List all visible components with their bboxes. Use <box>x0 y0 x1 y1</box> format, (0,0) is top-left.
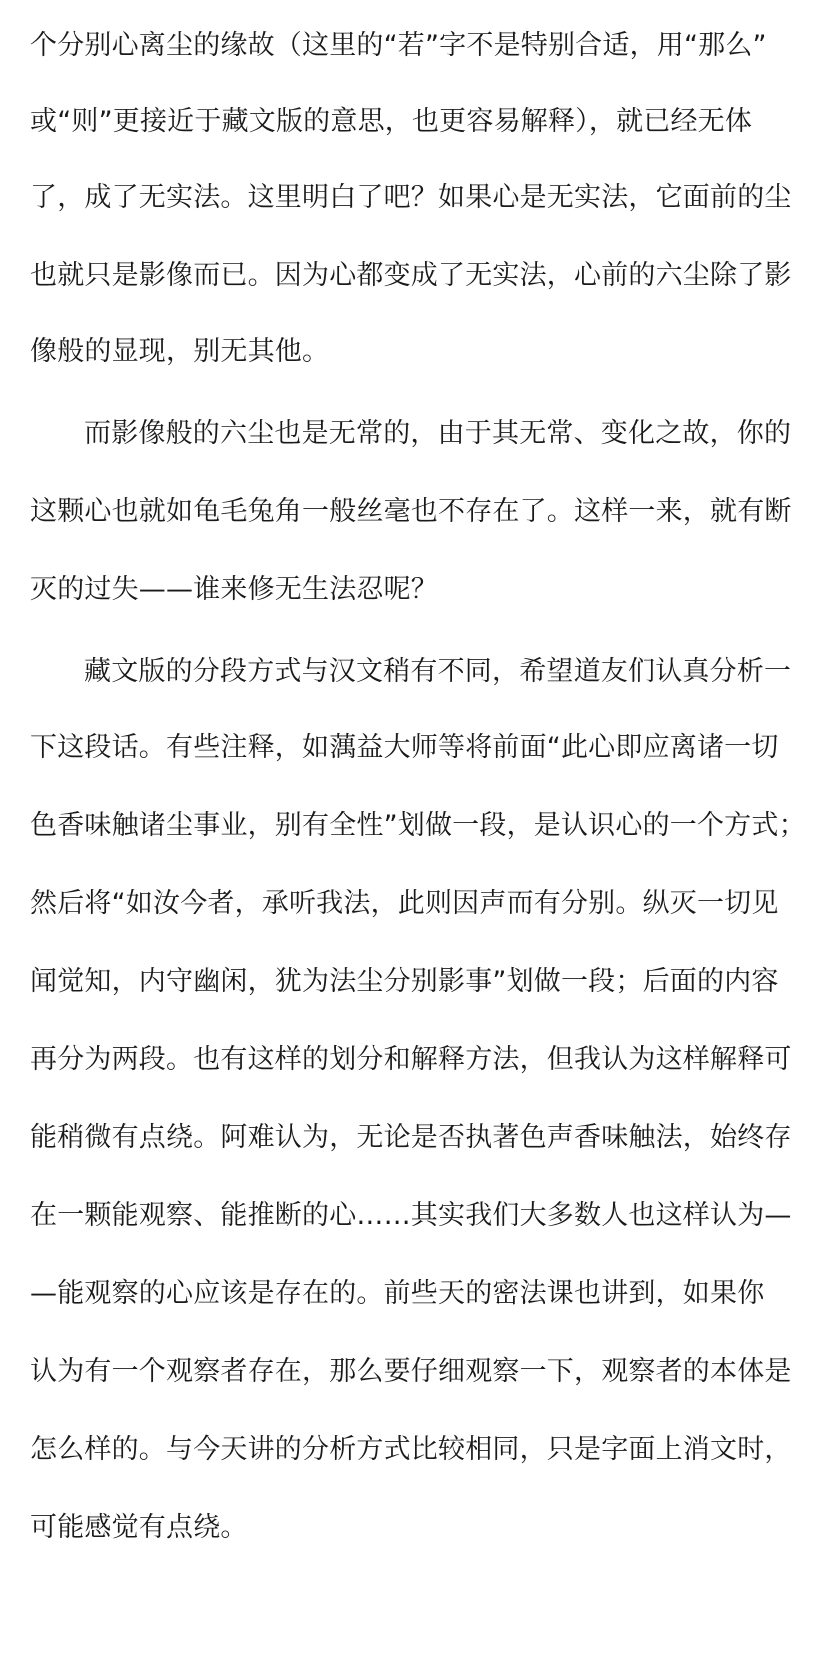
text-line: 再分为两段。也有这样的划分和解释方法，但我认为这样解释可 <box>30 1044 792 1075</box>
text-line: 能稍微有点绕。阿难认为，无论是否执著色声香味触法，始终存 <box>30 1122 792 1153</box>
text-line: 色香味触诸尘事业，别有全性”划做一段，是认识心的一个方式； <box>30 810 806 841</box>
text-line: 在一颗能观察、能推断的心……其实我们大多数人也这样认为— <box>30 1200 792 1231</box>
text-line: 或“则”更接近于藏文版的意思，也更容易解释），就已经无体 <box>30 106 753 137</box>
text-line: 灭的过失——谁来修无生法忍呢？ <box>30 574 438 605</box>
paragraph-first-line: 而影像般的六尘也是无常的，由于其无常、变化之故，你的 <box>84 418 792 449</box>
text-line: 可能感觉有点绕。 <box>30 1512 248 1543</box>
paragraph-first-line: 藏文版的分段方式与汉文稍有不同，希望道友们认真分析一 <box>84 656 792 687</box>
text-line: 像般的显现，别无其他。 <box>30 336 330 367</box>
text-line: 这颗心也就如龟毛兔角一般丝毫也不存在了。这样一来，就有断 <box>30 496 792 527</box>
text-line: 然后将“如汝今者，承听我法，此则因声而有分别。纵灭一切见 <box>30 888 779 919</box>
text-line: 怎么样的。与今天讲的分析方式比较相同，只是字面上消文时， <box>30 1434 792 1465</box>
text-line: 了，成了无实法。这里明白了吧？如果心是无实法，它面前的尘 <box>30 182 792 213</box>
text-line: 闻觉知，内守幽闲，犹为法尘分别影事”划做一段；后面的内容 <box>30 966 779 997</box>
text-line: 也就只是影像而已。因为心都变成了无实法，心前的六尘除了影 <box>30 260 792 291</box>
text-line: —能观察的心应该是存在的。前些天的密法课也讲到，如果你 <box>30 1278 765 1309</box>
text-line: 个分别心离尘的缘故（这里的“若”字不是特别合适，用“那么” <box>30 30 767 61</box>
text-line: 认为有一个观察者存在，那么要仔细观察一下，观察者的本体是 <box>30 1356 792 1387</box>
text-line: 下这段话。有些注释，如蕅益大师等将前面“此心即应离诸一切 <box>30 732 779 763</box>
